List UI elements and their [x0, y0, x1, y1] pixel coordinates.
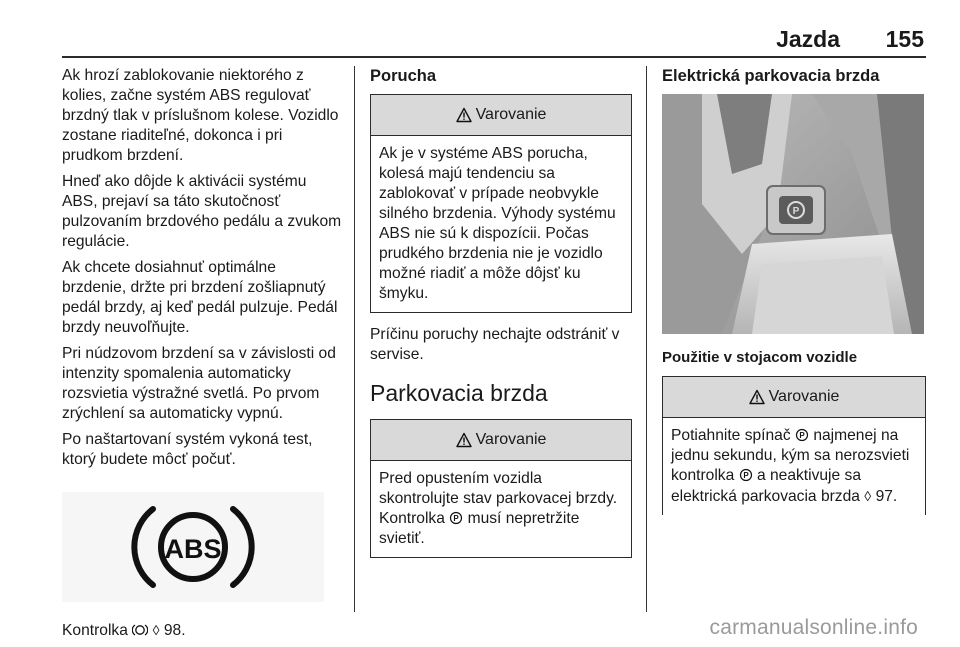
column-divider-1 [354, 66, 355, 612]
subheading-stationary: Použitie v stojacom vozidle [662, 349, 858, 366]
warning-header [371, 95, 631, 136]
warning-body: Pred opustením vozidla skontrolujte stav parkovacej brzdy. Kontrolka P musí nepretržite svietiť. [379, 470, 618, 547]
warning-box-fault [370, 94, 632, 313]
page-number: 155 [885, 26, 924, 52]
middle-column [370, 66, 632, 570]
header-rule [62, 56, 926, 58]
figure-caption: Kontrolka ◊ 98. [62, 622, 186, 639]
page-ref-icon: ◊ [864, 488, 872, 504]
warning-box-electric [662, 376, 926, 515]
svg-text:P: P [792, 206, 800, 217]
svg-text:P: P [453, 514, 459, 523]
warning-triangle-icon [749, 389, 765, 405]
heading-electric-parking-brake: Elektrická parkovacia brzda [662, 67, 880, 85]
watermark: carmanualsonline.info [709, 616, 918, 639]
page-ref-icon: ◊ [152, 622, 160, 638]
warning-title: Varovanie [475, 106, 547, 123]
parking-brake-icon [795, 428, 809, 442]
parking-brake-icon [739, 468, 753, 482]
fault-note: Príčinu poruchy nechajte odstrániť v servise. [370, 326, 620, 363]
page-ref[interactable]: 98. [163, 622, 186, 639]
warning-triangle-icon [456, 107, 472, 123]
right-column [662, 66, 926, 527]
warning-triangle-icon [456, 432, 472, 448]
left-column [62, 66, 344, 647]
paragraph: Hneď ako dôjde k aktivácii systému ABS, prejaví sa táto skutočnosť pulzovaním brzdového pedálu a zvukom regulácie. [62, 173, 342, 250]
paragraph: Ak chcete dosiahnuť optimálne brzdenie, držte pri brzdení zošliapnutý pedál brzdy, aj keď pedál pulzuje. Pedál brzdy neuvoľňujte. [62, 259, 338, 336]
column-divider-2 [646, 66, 647, 612]
heading-fault: Porucha [370, 67, 437, 85]
parking-brake-icon [449, 511, 463, 525]
abs-small-icon [132, 623, 148, 637]
paragraph: Pri núdzovom brzdení sa v závislosti od intenzity spomalenia automaticky rozsvietia výstražné svetlá. Po prvom zrýchlení sa automaticky vypnú. [62, 345, 336, 422]
heading-parking-brake: Parkovacia brzda [370, 380, 548, 406]
parking-brake-switch-photo [662, 94, 924, 334]
page-header [0, 26, 960, 56]
warning-title: Varovanie [768, 388, 840, 405]
paragraph: Ak hrozí zablokovanie niektorého z kolies, začne systém ABS regulovať brzdný tlak v príslušnom kolese. Vozidlo zostane riaditeľné, dokonca i pri prudkom brzdení. [62, 67, 339, 164]
page-ref[interactable]: 97. [875, 488, 898, 505]
console-illustration [662, 94, 924, 334]
abs-symbol-text: ABS [164, 534, 222, 564]
svg-text:P: P [742, 471, 749, 480]
warning-header [663, 377, 925, 418]
warning-header [371, 420, 631, 461]
svg-text:P: P [799, 431, 805, 440]
paragraph: Po naštartovaní systém vykoná test, ktorý budete môcť počuť. [62, 431, 313, 468]
warning-title: Varovanie [475, 431, 547, 448]
warning-body: Potiahnite spínač P najmenej na jednu sekundu, kým sa nerozsvieti kontrolka P a neaktivuje sa elektrická parkovacia brzda ◊ 97. [671, 427, 910, 505]
abs-warning-figure [62, 492, 324, 602]
chapter-title: Jazda [776, 26, 840, 52]
warning-body: Ak je v systéme ABS porucha, kolesá majú tendenciu sa zablokovať v prípade neobvykle silného brzdenia. Výhody systému ABS nie sú k dispozícii. Počas prudkého brzdenia nie je vozidlo možné riadiť a môže dôjsť ku šmyku. [379, 145, 616, 302]
warning-box-parking [370, 419, 632, 558]
abs-warning-icon [123, 497, 263, 597]
